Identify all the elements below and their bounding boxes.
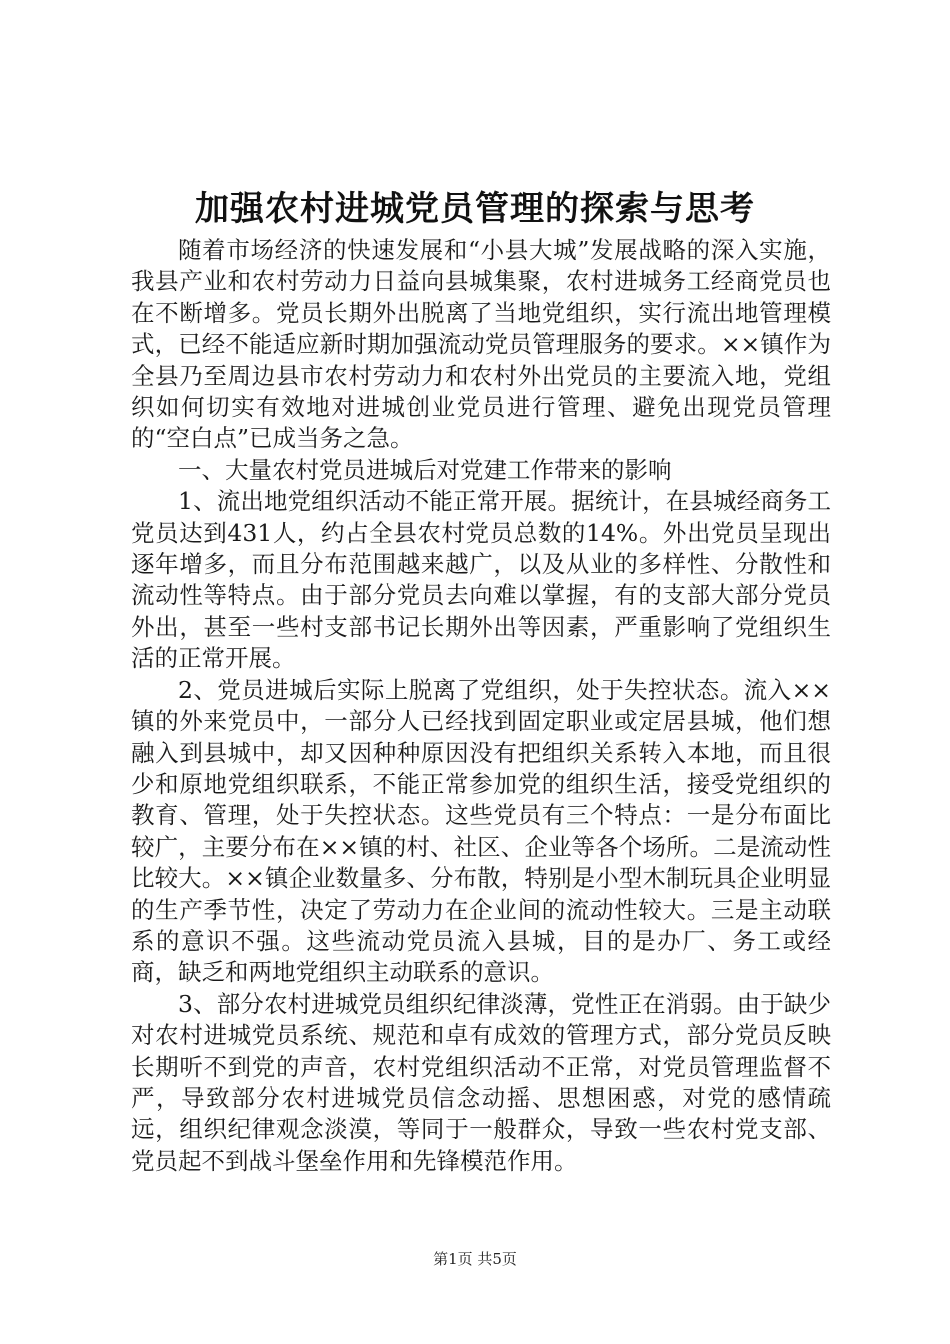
page-number-footer: 第1页 共5页 <box>433 1250 517 1268</box>
section-heading-1: 一、大量农村党员进城后对党建工作带来的影响 <box>178 455 672 484</box>
paragraph-intro: 随着市场经济的快速发展和“小县大城”发展战略的深入实施，我县产业和农村劳动力日益向县城集聚，农村进城务工经商党员也在不断增多。党员长期外出脱离了当地党组织，实行流出地管理模式，已经不能适应新时期加强流动党员管理服务的要求。××镇作为全县乃至周边县市农村劳动力和农村外出党员的主要流入地，党组织如何切实有效地对进城创业党员进行管理、避免出现党员管理的“空白点”已成当务之急。 <box>131 236 831 453</box>
document-title: 加强农村进城党员管理的探索与思考 <box>195 189 755 229</box>
paragraph-point-1: 1、流出地党组织活动不能正常开展。据统计，在县城经商务工党员达到431人，约占全县农村党员总数的14%。外出党员呈现出逐年增多，而且分布范围越来越广，以及从业的多样性、分散性和流动性等特点。由于部分党员去向难以掌握，有的支部大部分党员外出，甚至一些村支部书记长期外出等因素，严重影响了党组织生活的正常开展。 <box>131 487 831 673</box>
paragraph-point-3: 3、部分农村进城党员组织纪律淡薄，党性正在消弱。由于缺少对农村进城党员系统、规范和卓有成效的管理方式，部分党员反映长期听不到党的声音，农村党组织活动不正常，对党员管理监督不严，导致部分农村进城党员信念动摇、思想困惑，对党的感情疏远，组织纪律观念淡漠，等同于一般群众，导致一些农村党支部、党员起不到战斗堡垒作用和先锋模范作用。 <box>131 989 831 1175</box>
document-body <box>131 235 831 1177</box>
paragraph-point-2: 2、党员进城后实际上脱离了党组织，处于失控状态。流入××镇的外来党员中，一部分人已经找到固定职业或定居县城，他们想融入到县城中，却又因种种原因没有把组织关系转入本地，而且很少和原地党组织联系，不能正常参加党的组织生活，接受党组织的教育、管理，处于失控状态。这些党员有三个特点：一是分布面比较广，主要分布在××镇的村、社区、企业等各个场所。二是流动性比较大。××镇企业数量多、分布散，特别是小型木制玩具企业明显的生产季节性，决定了劳动力在企业间的流动性较大。三是主动联系的意识不强。这些流动党员流入县城，目的是办厂、务工或经商，缺乏和两地党组织主动联系的意识。 <box>131 675 831 987</box>
